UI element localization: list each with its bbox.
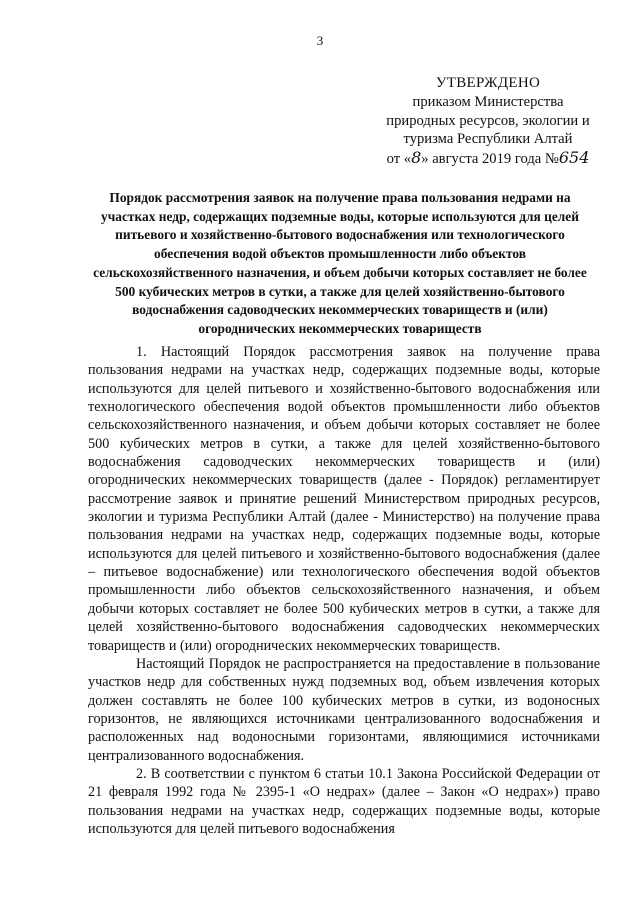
page-number: 3 [316,33,324,48]
approval-line: туризма Республики Алтай [403,131,573,148]
handwritten-order-number: 654 [558,148,590,168]
approval-date-line [368,149,608,169]
approval-heading: УТВЕРЖДЕНО [435,75,541,91]
handwritten-day: 8 [411,148,422,168]
approval-line: природных ресурсов, экологии и [386,112,590,129]
date-prefix: от « [386,151,412,168]
document-body [88,343,600,838]
body-paragraph: Настоящий Порядок не распространяется на предоставление в пользование участков недр для собственных нужд подземных вод, объем извлечения которых должен составлять не более 100 кубических метров в сутки, из водоносных горизонтов, не являющихся источниками централизованного водоснабжения и расположенных над водоносными горизонтами, являющимися источниками централизованного водоснабжения. [88,655,600,764]
date-middle: » августа 2019 года № [421,151,559,168]
approval-block [368,74,608,169]
body-paragraph: 2. В соответствии с пунктом 6 статьи 10.1 Закона Российской Федерации от 21 февраля 1992 года № 2395-1 «О недрах» (далее – Закон «О недрах») право пользования недрами на участках недр, содержащих подземные воды, которые используются для целей питьевого водоснабжения [88,765,600,837]
approval-line: приказом Министерства [412,93,564,110]
document-title: Порядок рассмотрения заявок на получение права пользования недрами на участках недр, содержащих подземные воды, которые используются для целей питьевого и хозяйственно-бытового водоснабжения или технологического обеспечения водой объектов промышленности либо объектов сельскохозяйственного назначения, и объем добычи которых составляет не более 500 кубических метров в сутки, а также для целей хозяйственно-бытового водоснабжения садоводческих некоммерческих товариществ и (или) огороднических некоммерческих товариществ [93,190,587,336]
body-paragraph: 1. Настоящий Порядок рассмотрения заявок на получение права пользования недрами на участках недр, содержащих подземные воды, которые используются для целей питьевого и хозяйственно-бытового водоснабжения или технологического обеспечения водой объектов промышленности либо объектов сельскохозяйственного назначения, и объем добычи которых составляет не более 500 кубических метров в сутки, а также для целей хозяйственно-бытового водоснабжения садоводческих некоммерческих товариществ и (или) огороднических некоммерческих товариществ (далее - Порядок) регламентирует рассмотрение заявок и принятие решений Министерством природных ресурсов, экологии и туризма Республики Алтай (далее - Министерство) на получение права пользования недрами на участках недр, содержащих подземные воды, которые используются для целей питьевого и хозяйственно-бытового водоснабжения (далее – питьевое водоснабжение) или технологического обеспечения водой объектов промышленности либо объектов сельскохозяйственного назначения, и объем добычи которых составляет не более 500 кубических метров в сутки, а также для целей хозяйственно-бытового водоснабжения садоводческих некоммерческих товариществ и (или) огороднических некоммерческих товариществ. [88,344,600,654]
